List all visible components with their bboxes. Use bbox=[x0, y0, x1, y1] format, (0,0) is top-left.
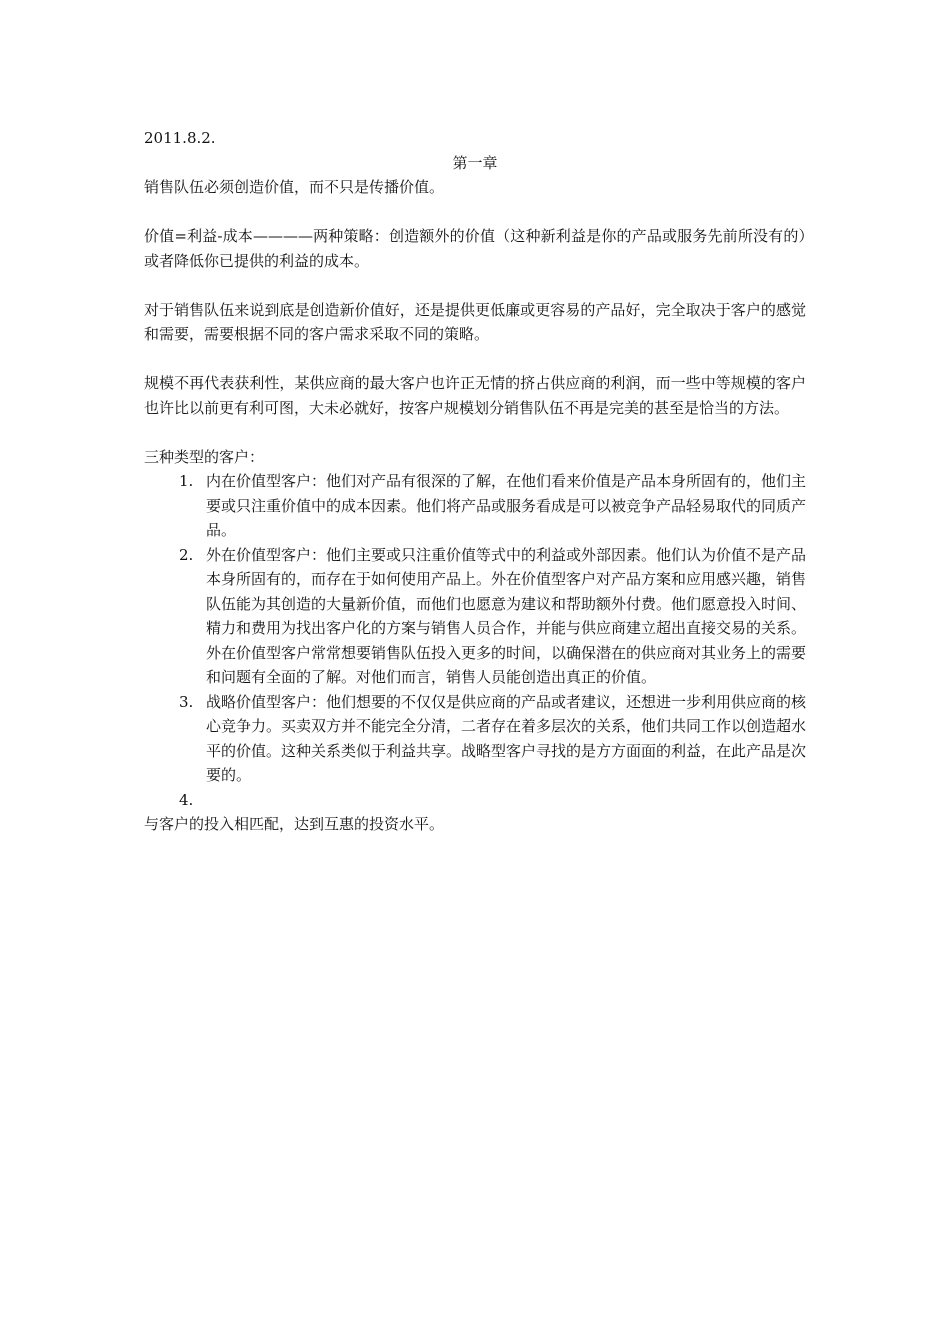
document-date: 2011.8.2. bbox=[144, 129, 216, 147]
list-item bbox=[144, 690, 806, 788]
list-item-text: 外在价值型客户：他们主要或只注重价值等式中的利益或外部因素。他们认为价值不是产品本身所固有的，而存在于如何使用产品上。外在价值型客户对产品方案和应用感兴趣，销售队伍能为其创造的大量新价值，而他们也愿意为建议和帮助额外付费。他们愿意投入时间、精力和费用为找出客户化的方案与销售人员合作，并能与供应商建立超出直接交易的关系。外在价值型客户常常想要销售队伍投入更多的时间，以确保潜在的供应商对其业务上的需要和问题有全面的了解。对他们而言，销售人员能创造出真正的价值。 bbox=[206, 545, 807, 686]
paragraph: 规模不再代表获利性，某供应商的最大客户也许正无情的挤占供应商的利润，而一些中等规模的客户也许比以前更有利可图，大未必就好，按客户规模划分销售队伍不再是完美的甚至是恰当的方法。 bbox=[144, 374, 806, 417]
list-item bbox=[144, 543, 806, 690]
list-item-number: 4. bbox=[179, 790, 194, 809]
list-heading: 三种类型的客户： bbox=[144, 447, 265, 466]
list-item-number: 3. bbox=[179, 692, 194, 711]
list-item-number: 2. bbox=[179, 545, 194, 564]
list-item bbox=[144, 469, 806, 543]
paragraph: 价值=利益-成本————两种策略：创造额外的价值（这种新利益是你的产品或服务先前所没有的）或者降低你已提供的利益的成本。 bbox=[144, 227, 806, 270]
list-item-text: 战略价值型客户：他们想要的不仅仅是供应商的产品或者建议，还想进一步利用供应商的核心竞争力。买卖双方并不能完全分清，二者存在着多层次的关系，他们共同工作以创造超水平的价值。这种关系类似于利益共享。战略型客户寻找的是方方面面的利益，在此产品是次要的。 bbox=[206, 692, 807, 784]
list-item-text: 内在价值型客户：他们对产品有很深的了解，在他们看来价值是产品本身所固有的，他们主要或只注重价值中的成本因素。他们将产品或服务看成是可以被竞争产品轻易取代的同质产品。 bbox=[206, 472, 807, 539]
chapter-title: 第一章 bbox=[452, 153, 498, 172]
document-body bbox=[144, 126, 806, 837]
closing-line: 与客户的投入相匹配，达到互惠的投资水平。 bbox=[144, 815, 445, 833]
list-item bbox=[144, 788, 806, 813]
list-item-number: 1. bbox=[179, 472, 194, 490]
paragraph: 对于销售队伍来说到底是创造新价值好，还是提供更低廉或更容易的产品好，完全取决于客户的感觉和需要，需要根据不同的客户需求采取不同的策略。 bbox=[144, 300, 806, 343]
paragraph: 销售队伍必须创造价值，而不只是传播价值。 bbox=[144, 178, 445, 196]
customer-type-list bbox=[144, 469, 806, 812]
